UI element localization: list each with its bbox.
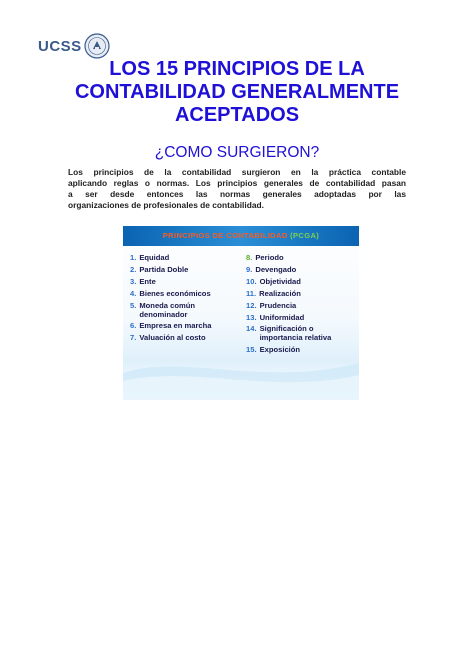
list-item: [130, 302, 240, 320]
slide-header: [123, 226, 359, 246]
list-item: [246, 302, 358, 311]
item-text: Moneda común denominador: [139, 300, 196, 319]
paragraph-line: aplicando reglas o normas. Los principios generales de contabilidad pasan: [68, 178, 406, 188]
principles-slide-image: [123, 223, 359, 400]
university-seal-icon: [84, 33, 110, 59]
item-number: 7.: [130, 333, 137, 343]
list-item: [130, 278, 240, 287]
item-text: Devengado: [255, 264, 297, 274]
item-text: Equidad: [139, 253, 170, 262]
title-line: LOS 15 PRINCIPIOS DE LA: [109, 58, 365, 80]
item-text: Objetividad: [259, 276, 301, 286]
principles-list-right: [246, 254, 358, 358]
item-number: 12.: [246, 300, 257, 310]
item-text: Uniformidad: [259, 312, 305, 322]
list-item: [130, 254, 240, 263]
item-text: Ente: [139, 276, 156, 286]
list-item: [246, 314, 358, 323]
item-text: Significación o importancia relativa: [259, 324, 332, 343]
item-text: Valuación al costo: [139, 333, 206, 343]
item-number: 13.: [246, 312, 257, 322]
section-subtitle: ¿COMO SURGIERON?: [154, 144, 320, 161]
item-number: 15.: [246, 345, 257, 355]
principles-list-left: [130, 254, 240, 346]
item-number: 8.: [246, 253, 253, 262]
title-line: CONTABILIDAD GENERALMENTE: [74, 81, 400, 103]
page-title: [0, 58, 474, 127]
item-number: 6.: [130, 321, 137, 331]
item-number: 11.: [246, 288, 257, 298]
item-number: 5.: [130, 300, 137, 310]
list-item: [246, 278, 358, 287]
list-item: [246, 346, 358, 355]
logo-text: UCSS: [38, 37, 82, 55]
item-number: 3.: [130, 276, 137, 286]
item-number: 2.: [130, 264, 137, 274]
list-item: [130, 290, 240, 299]
item-text: Prudencia: [259, 300, 297, 310]
list-item: [246, 290, 358, 299]
list-item: [130, 334, 240, 343]
title-line: ACEPTADOS: [174, 104, 300, 126]
item-number: 10.: [246, 276, 257, 286]
paragraph-line: a ser desde entonces las normas generales adoptadas por las: [68, 189, 406, 199]
list-item: [246, 254, 358, 263]
item-text: Partida Doble: [139, 264, 189, 274]
intro-paragraph: [68, 167, 406, 211]
list-item: [246, 266, 358, 275]
list-item: [130, 266, 240, 275]
item-number: 9.: [246, 264, 253, 274]
slide-header-tag: (PCGA): [290, 231, 320, 240]
item-number: 14.: [246, 324, 257, 334]
paragraph-line: organizaciones de profesionales de contabilidad.: [68, 200, 264, 210]
item-text: Periodo: [255, 253, 284, 262]
item-text: Exposición: [259, 345, 301, 355]
item-text: Realización: [259, 288, 301, 298]
item-number: 4.: [130, 288, 137, 298]
item-number: 1.: [130, 253, 137, 262]
item-text: Empresa en marcha: [139, 321, 212, 331]
ucss-logo: [38, 31, 110, 61]
list-item: [246, 325, 358, 343]
paragraph-line: Los principios de la contabilidad surgieron en la práctica contable: [68, 167, 406, 177]
item-text: Bienes económicos: [139, 288, 211, 298]
list-item: [130, 322, 240, 331]
slide-header-text: PRINCIPIOS DE CONTABILIDAD: [162, 231, 288, 240]
